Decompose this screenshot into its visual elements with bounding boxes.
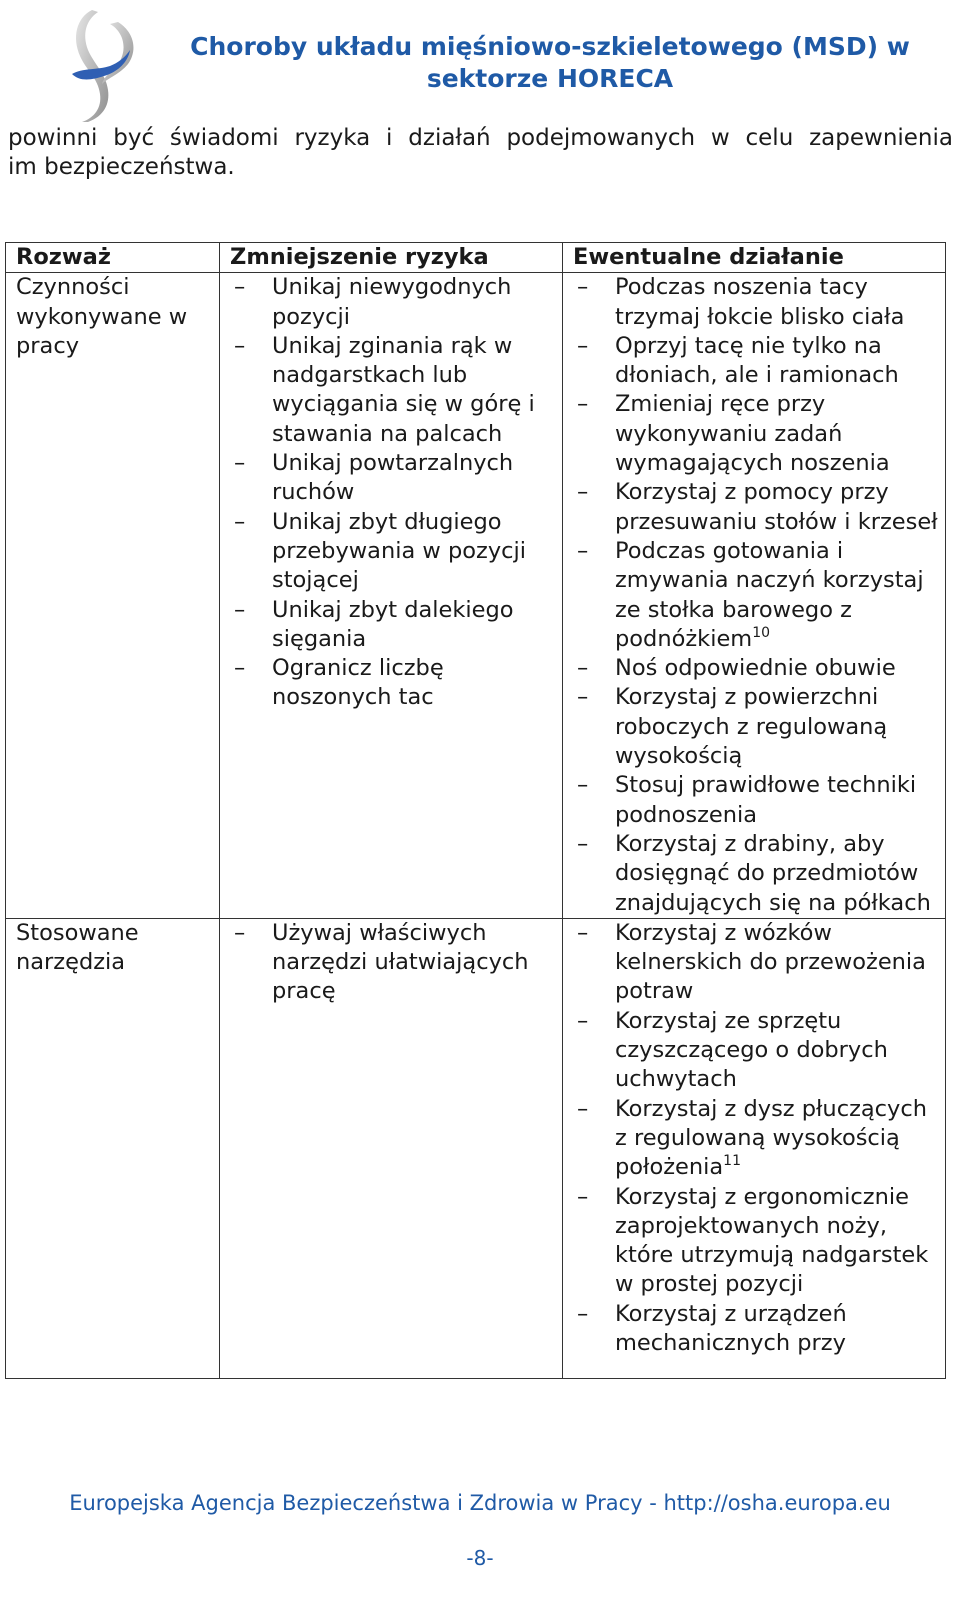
list-item: – Używaj właściwych narzędzi ułatwiających pracę — [230, 919, 556, 1007]
list-item — [573, 537, 939, 654]
list-item-text: Korzystaj z wózków kelnerskich do przewożenia potraw — [615, 919, 926, 1005]
list-item-text: Korzystaj z powierzchni roboczych z regulowaną wysokością — [615, 684, 888, 770]
list-item: – Unikaj powtarzalnych ruchów — [230, 449, 556, 508]
column-header-reduce-risk: Zmniejszenie ryzyka — [220, 243, 563, 273]
list-item-text: Korzystaj z ergonomicznie zaprojektowanych noży, które utrzymują nadgarstek w prostej pozycji — [615, 1183, 929, 1298]
list-item-text: Noś odpowiednie obuwie — [615, 655, 896, 682]
list-item-text: Korzystaj z dysz płuczących z regulowaną wysokością położenia — [615, 1095, 927, 1181]
header-title-line-1: Choroby układu mięśniowo-szkieletowego (MSD) w — [190, 32, 910, 61]
list-item: – Ogranicz liczbę noszonych tac — [230, 654, 556, 713]
table-header-row — [6, 243, 946, 273]
consider-cell: Czynności wykonywane w pracy — [6, 273, 220, 919]
list-item-text: Korzystaj z pomocy przy przesuwaniu stołów i krzeseł — [615, 479, 938, 535]
list-item: – Unikaj zbyt dalekiego sięgania — [230, 596, 556, 655]
possible-action-cell — [563, 273, 946, 919]
reduce-risk-list — [230, 273, 556, 712]
list-item — [573, 1300, 939, 1359]
list-item — [573, 478, 939, 537]
list-item-text: Korzystaj ze sprzętu czyszczącego o dobrych uchwytach — [615, 1007, 888, 1093]
footnote-reference: 11 — [723, 1153, 741, 1170]
intro-paragraph — [8, 124, 953, 182]
column-header-possible-action: Ewentualne działanie — [563, 243, 946, 273]
column-header-consider: Rozważ — [6, 243, 220, 273]
table-body — [6, 273, 946, 1379]
list-item — [573, 332, 939, 391]
possible-action-cell — [563, 918, 946, 1378]
list-item-text: Stosuj prawidłowe techniki podnoszenia — [615, 772, 917, 828]
reduce-risk-list — [230, 919, 556, 1007]
intro-line-2: im bezpieczeństwa. — [8, 154, 235, 180]
risk-table — [5, 242, 946, 1379]
possible-action-list — [573, 919, 939, 1358]
list-item — [573, 919, 939, 1007]
table-row — [6, 273, 946, 919]
list-item — [573, 1095, 939, 1183]
consider-cell: Stosowane narzędzia — [6, 918, 220, 1378]
list-item: – Unikaj niewygodnych pozycji — [230, 273, 556, 332]
reduce-risk-cell — [220, 273, 563, 919]
list-item — [573, 683, 939, 771]
list-item: – Unikaj zbyt długiego przebywania w pozycji stojącej — [230, 508, 556, 596]
list-item-text: Podczas noszenia tacy trzymaj łokcie blisko ciała — [615, 274, 905, 330]
osha-logo-icon — [58, 4, 146, 124]
header-title-line-2: sektorze HORECA — [426, 64, 674, 93]
intro-line-1: powinni być świadomi ryzyka i działań podejmowanych w celu zapewnienia — [8, 125, 953, 151]
list-item — [573, 771, 939, 830]
list-item-text: Korzystaj z urządzeń mechanicznych przy — [615, 1300, 847, 1356]
list-item: – Unikaj zginania rąk w nadgarstkach lub wyciągania się w górę i stawania na palcach — [230, 332, 556, 449]
reduce-risk-cell — [220, 918, 563, 1378]
possible-action-list — [573, 273, 939, 918]
footnote-reference: 10 — [752, 624, 771, 641]
list-item-text: Podczas gotowania i zmywania naczyń korzystaj ze stołka barowego z podnóżkiem — [615, 537, 924, 652]
list-item — [573, 830, 939, 918]
page-header-title — [150, 31, 950, 95]
list-item-text: Zmieniaj ręce przy wykonywaniu zadań wymagających noszenia — [615, 391, 890, 477]
page-number: -8- — [466, 1546, 494, 1570]
list-item — [573, 1183, 939, 1300]
footer-agency: Europejska Agencja Bezpieczeństwa i Zdrowia w Pracy - http://osha.europa.eu — [69, 1491, 891, 1515]
list-item — [573, 654, 939, 683]
list-item-text: Oprzyj tacę nie tylko na dłoniach, ale i ramionach — [615, 332, 899, 389]
list-item — [573, 1007, 939, 1095]
list-item-text: Korzystaj z drabiny, aby dosięgnąć do przedmiotów znajdujących się na półkach — [615, 830, 931, 916]
list-item — [573, 390, 939, 478]
table-row — [6, 918, 946, 1378]
list-item — [573, 273, 939, 332]
